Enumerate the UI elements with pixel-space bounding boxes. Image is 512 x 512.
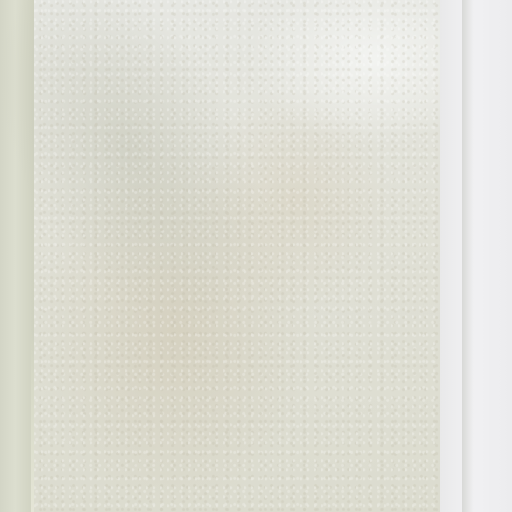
right-panel-edge [462,0,474,512]
speckle-texture [34,0,464,512]
right-bright-band [440,0,512,512]
